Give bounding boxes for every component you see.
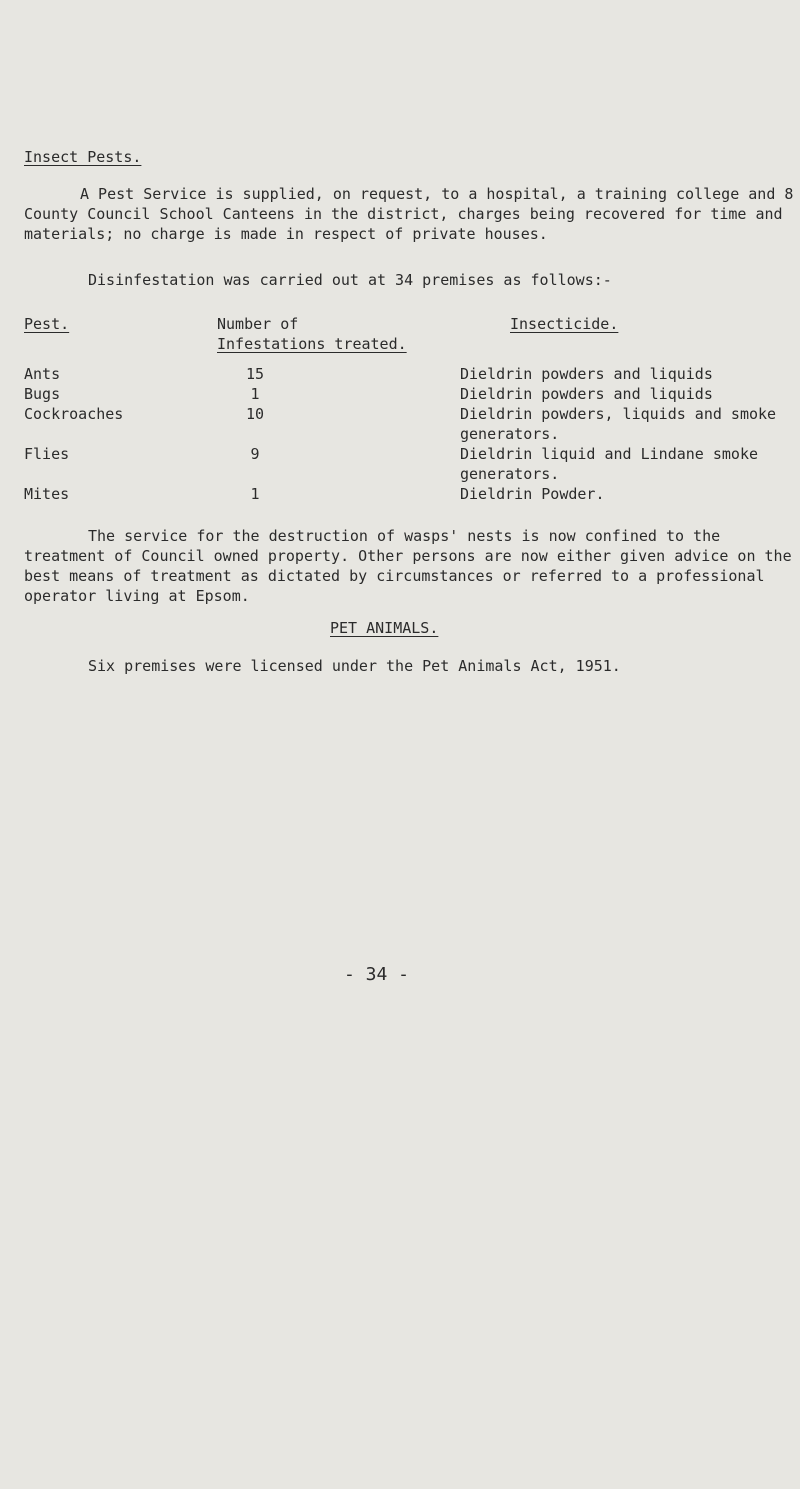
pest-name: Flies (24, 445, 70, 463)
table-row (0, 444, 800, 484)
infestation-count: 10 (245, 405, 265, 423)
insecticide-used: Dieldrin Powder. (460, 485, 605, 503)
insecticide-used: Dieldrin powders and liquids (460, 365, 713, 383)
infestation-count: 9 (250, 445, 260, 463)
disinfestation-line: Disinfestation was carried out at 34 premises as follows:- (88, 271, 612, 289)
infestation-count: 1 (250, 385, 260, 403)
header-pest: Pest. (24, 315, 70, 333)
intro-paragraph: A Pest Service is supplied, on request, to a hospital, a training college and 8 County Council School Canteens in the district, charges being recovered for time and materials; no charge is made in respect of private houses. (24, 185, 794, 243)
header-insecticide: Insecticide. (510, 315, 619, 333)
header-number-line2: Infestations treated. (217, 335, 407, 353)
pet-animals-heading: PET ANIMALS. (330, 619, 439, 637)
table-row (0, 484, 800, 524)
insecticide-used: Dieldrin powders, liquids and smoke generators. (460, 405, 777, 443)
pest-name: Cockroaches (24, 405, 124, 423)
wasps-paragraph: The service for the destruction of wasps' nests is now confined to the treatment of Council owned property. Other persons are now either given advice on the best means of treatment as dictated by circumstances or referred to a professional operator living at Epsom. (24, 527, 792, 605)
pest-name: Bugs (24, 385, 61, 403)
pest-name: Mites (24, 485, 70, 503)
infestation-count: 1 (250, 485, 260, 503)
pest-name: Ants (24, 365, 61, 383)
section-heading: Insect Pests. (24, 148, 142, 166)
page-number: - 34 - (344, 964, 410, 985)
insecticide-used: Dieldrin powders and liquids (460, 385, 713, 403)
pet-animals-text: Six premises were licensed under the Pet Animals Act, 1951. (88, 657, 621, 675)
insecticide-used: Dieldrin liquid and Lindane smoke generators. (460, 445, 759, 483)
infestation-count: 15 (245, 365, 265, 383)
table-row (0, 404, 800, 444)
header-number-line1: Number of (217, 315, 299, 333)
